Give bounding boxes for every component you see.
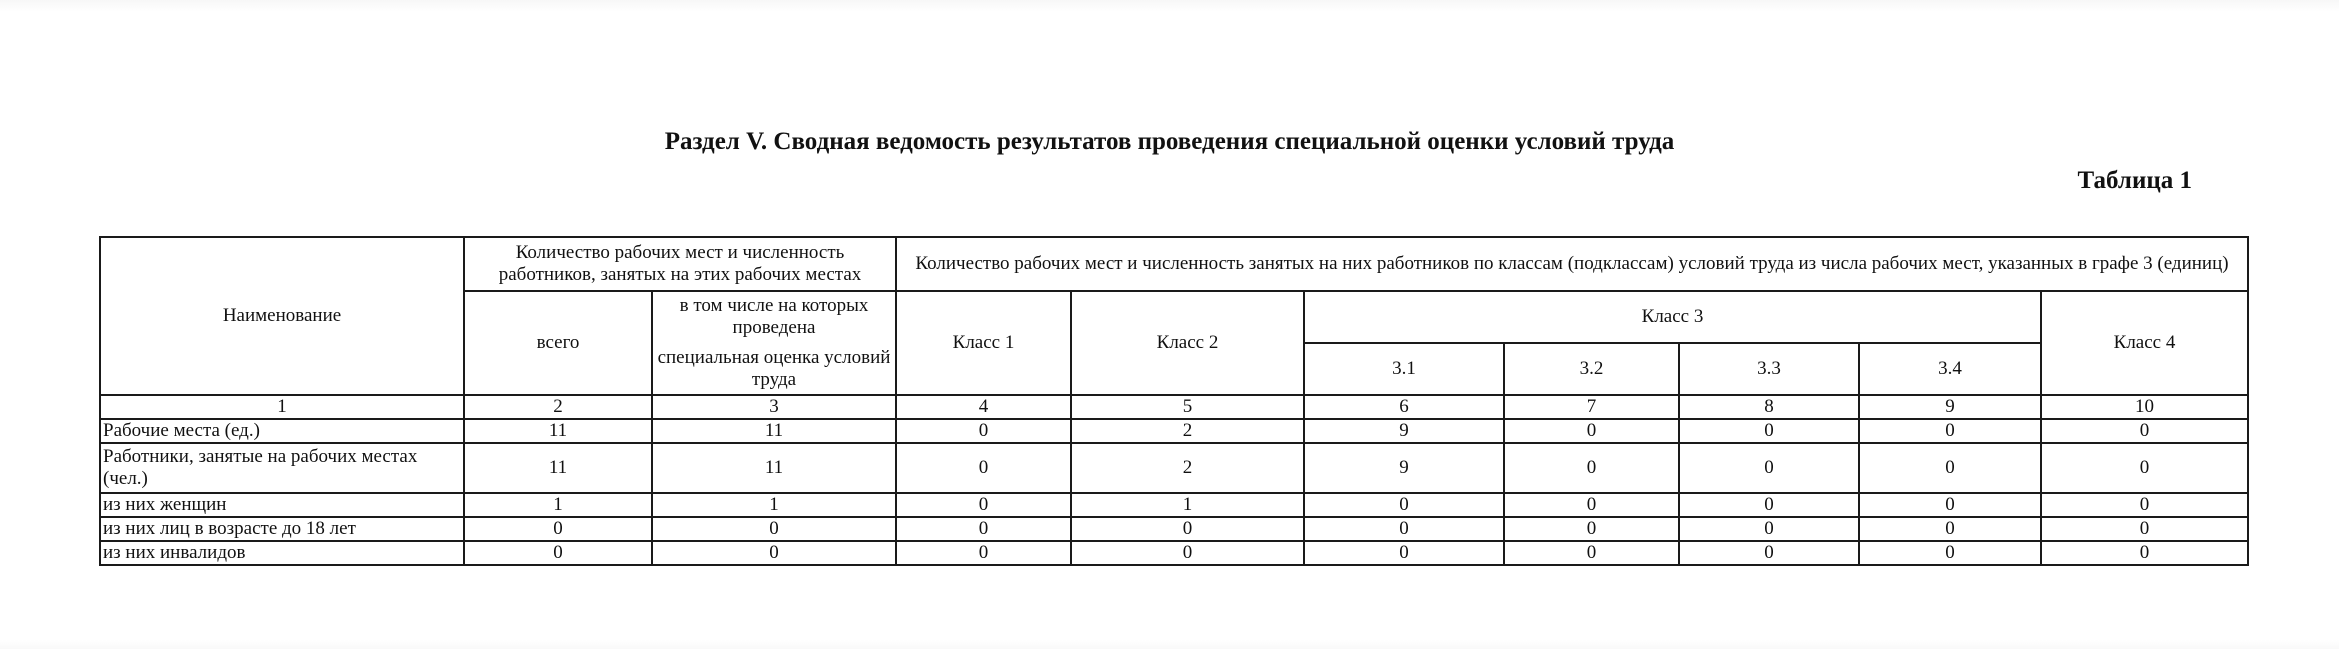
header-total: всего: [464, 291, 652, 395]
cell-value: 0: [2041, 443, 2248, 493]
cell-value: 0: [2041, 541, 2248, 565]
column-number: 3: [652, 395, 896, 419]
header-row-1: [100, 237, 2248, 291]
row-label: из них инвалидов: [100, 541, 464, 565]
cell-value: 2: [1071, 419, 1304, 443]
cell-value: 1: [1071, 493, 1304, 517]
column-number: 6: [1304, 395, 1504, 419]
header-sub-3-3: 3.3: [1679, 343, 1859, 395]
table-row: [100, 443, 2248, 493]
row-label: Работники, занятые на рабочих местах (чел.): [100, 443, 464, 493]
cell-value: 0: [1504, 517, 1679, 541]
header-name: Наименование: [100, 237, 464, 395]
cell-value: 0: [1504, 443, 1679, 493]
cell-value: 0: [1679, 541, 1859, 565]
header-class4: Класс 4: [2041, 291, 2248, 395]
cell-value: 0: [896, 541, 1071, 565]
cell-value: 0: [1859, 419, 2041, 443]
cell-value: 0: [1304, 493, 1504, 517]
table-row: [100, 517, 2248, 541]
cell-value: 0: [1679, 443, 1859, 493]
column-number: 9: [1859, 395, 2041, 419]
table-row: [100, 541, 2248, 565]
column-number: 10: [2041, 395, 2248, 419]
cell-value: 0: [1304, 517, 1504, 541]
cell-value: 0: [1859, 493, 2041, 517]
column-number-row: [100, 395, 2248, 419]
cell-value: 0: [1679, 419, 1859, 443]
cell-value: 0: [1504, 493, 1679, 517]
cell-value: 0: [652, 541, 896, 565]
header-sub-3-2: 3.2: [1504, 343, 1679, 395]
header-class3: Класс 3: [1304, 291, 2041, 343]
cell-value: 0: [652, 517, 896, 541]
section-title: Раздел V. Сводная ведомость результатов проведения специальной оценки условий труда: [664, 128, 1675, 155]
column-number: 5: [1071, 395, 1304, 419]
cell-value: 0: [896, 493, 1071, 517]
column-number: 4: [896, 395, 1071, 419]
column-number: 2: [464, 395, 652, 419]
cell-value: 11: [652, 419, 896, 443]
column-number: 7: [1504, 395, 1679, 419]
header-class1: Класс 1: [896, 291, 1071, 395]
cell-value: 0: [1859, 541, 2041, 565]
cell-value: 2: [1071, 443, 1304, 493]
cell-value: 0: [2041, 517, 2248, 541]
header-group-classes: Количество рабочих мест и численность занятых на них работников по классам (подклассам) условий труда из числа рабочих мест, указанных в графе 3 (единиц): [896, 237, 2248, 291]
cell-value: 0: [896, 517, 1071, 541]
cell-value: 0: [464, 541, 652, 565]
row-label: Рабочие места (ед.): [100, 419, 464, 443]
cell-value: 9: [1304, 419, 1504, 443]
cell-value: 1: [464, 493, 652, 517]
cell-value: 11: [652, 443, 896, 493]
cell-value: 0: [896, 443, 1071, 493]
table-label: Таблица 1: [2077, 167, 2192, 194]
summary-table: [99, 236, 2249, 566]
cell-value: 1: [652, 493, 896, 517]
cell-value: 9: [1304, 443, 1504, 493]
row-label: из них лиц в возрасте до 18 лет: [100, 517, 464, 541]
cell-value: 0: [2041, 419, 2248, 443]
header-assessed-line2: специальная оценка условий труда: [657, 347, 891, 390]
header-sub-3-1: 3.1: [1304, 343, 1504, 395]
cell-value: 0: [1504, 419, 1679, 443]
row-label: из них женщин: [100, 493, 464, 517]
cell-value: 0: [1859, 517, 2041, 541]
cell-value: 0: [2041, 493, 2248, 517]
column-number: 1: [100, 395, 464, 419]
cell-value: 0: [1679, 493, 1859, 517]
table-row: [100, 493, 2248, 517]
cell-value: 11: [464, 419, 652, 443]
table-row: [100, 419, 2248, 443]
cell-value: 0: [464, 517, 652, 541]
cell-value: 0: [1071, 541, 1304, 565]
header-assessed-line1: в том числе на которых проведена: [679, 295, 869, 338]
cell-value: 0: [1679, 517, 1859, 541]
cell-value: 0: [1071, 517, 1304, 541]
cell-value: 0: [1859, 443, 2041, 493]
header-group-counts: Количество рабочих мест и численность работников, занятых на этих рабочих местах: [464, 237, 896, 291]
header-assessed: [652, 291, 896, 395]
cell-value: 0: [896, 419, 1071, 443]
cell-value: 11: [464, 443, 652, 493]
header-sub-3-4: 3.4: [1859, 343, 2041, 395]
cell-value: 0: [1504, 541, 1679, 565]
column-number: 8: [1679, 395, 1859, 419]
cell-value: 0: [1304, 541, 1504, 565]
header-class2: Класс 2: [1071, 291, 1304, 395]
